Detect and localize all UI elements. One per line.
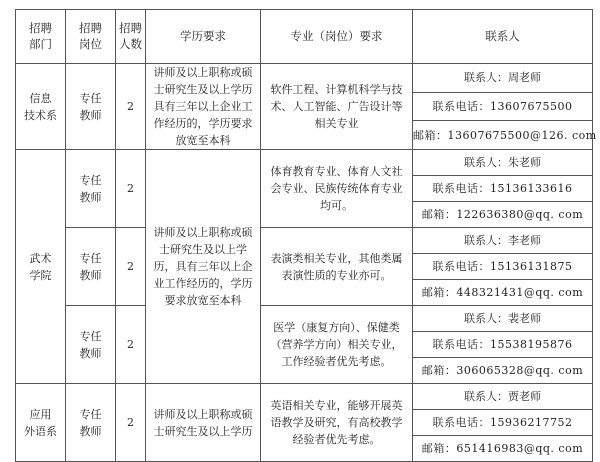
- major-cell: 软件工程、计算机科学与技 术、人工智能、广告设计等 相关专业: [261, 64, 413, 150]
- education-cell: 讲师及以上职称或硕 士研究生及以上学历: [146, 384, 261, 462]
- count-cell: 2: [116, 306, 146, 384]
- recruitment-table: [15, 9, 597, 462]
- contact-email[interactable]: 邮箱：651416983@qq. com: [413, 436, 593, 462]
- header-education: 学历要求: [146, 10, 261, 64]
- post-cell: 专任 教师: [66, 64, 116, 150]
- contact-phone[interactable]: 联系电话：15538195876: [413, 332, 593, 358]
- dept-cell: 武术 学院: [16, 150, 66, 384]
- contact-name: 联系人：李老师: [413, 228, 593, 254]
- count-cell: 2: [116, 150, 146, 228]
- count-cell: 2: [116, 64, 146, 150]
- header-major: 专业（岗位）要求: [261, 10, 413, 64]
- contact-email[interactable]: 邮箱：448321431@qq. com: [413, 280, 593, 306]
- table-row: [16, 64, 593, 93]
- major-cell: 医学（康复方向）、保健类 （营养学方向）相关专业， 工作经验者优先考虑。: [261, 306, 413, 384]
- table-row: [16, 228, 593, 254]
- contact-email[interactable]: 邮箱：13607675500@126. com: [413, 121, 593, 150]
- contact-email[interactable]: 邮箱：306065328@qq. com: [413, 358, 593, 384]
- contact-name: 联系人：周老师: [413, 64, 593, 93]
- post-cell: 专任 教师: [66, 228, 116, 306]
- header-post: 招聘 岗位: [66, 10, 116, 64]
- header-row: [16, 10, 593, 64]
- dept-cell: 应用 外语系: [16, 384, 66, 462]
- major-cell: 体育教育专业、体育人文社 会专业、民族传统体育专业 均可。: [261, 150, 413, 228]
- contact-email[interactable]: 邮箱：122636380@qq. com: [413, 202, 593, 228]
- education-cell: 讲师及以上职称或硕 士研究生及以上学历 具有三年以上企业工 作经历的，学历要求 放宽至本科: [146, 64, 261, 150]
- header-contact: 联系人: [413, 10, 593, 64]
- table-row: [16, 306, 593, 332]
- post-cell: 专任 教师: [66, 150, 116, 228]
- contact-name: 联系人：朱老师: [413, 150, 593, 176]
- major-cell: 英语相关专业，能够开展英 语教学及研究，有高校教学 经验者优先考虑。: [261, 384, 413, 462]
- contact-name: 联系人：裴老师: [413, 306, 593, 332]
- post-cell: 专任 教师: [66, 384, 116, 462]
- table-row: [16, 384, 593, 410]
- dept-cell: 信息 技术系: [16, 64, 66, 150]
- contact-phone[interactable]: 联系电话：15136131875: [413, 254, 593, 280]
- header-dept: 招聘 部门: [16, 10, 66, 64]
- contact-name: 联系人：贾老师: [413, 384, 593, 410]
- education-cell: 讲师及以上职称或硕 士研究生及以上学 历，具有三年以上企 业工作经历的，学历 要求放宽至本科: [146, 150, 261, 384]
- contact-phone[interactable]: 联系电话：13607675500: [413, 92, 593, 121]
- header-count: 招聘 人数: [116, 10, 146, 64]
- count-cell: 2: [116, 384, 146, 462]
- post-cell: 专任 教师: [66, 306, 116, 384]
- contact-phone[interactable]: 联系电话：15136133616: [413, 176, 593, 202]
- major-cell: 表演类相关专业，其他类属 表演性质的专业亦可。: [261, 228, 413, 306]
- contact-phone[interactable]: 联系电话：15936217752: [413, 410, 593, 436]
- count-cell: 2: [116, 228, 146, 306]
- table-row: [16, 150, 593, 176]
